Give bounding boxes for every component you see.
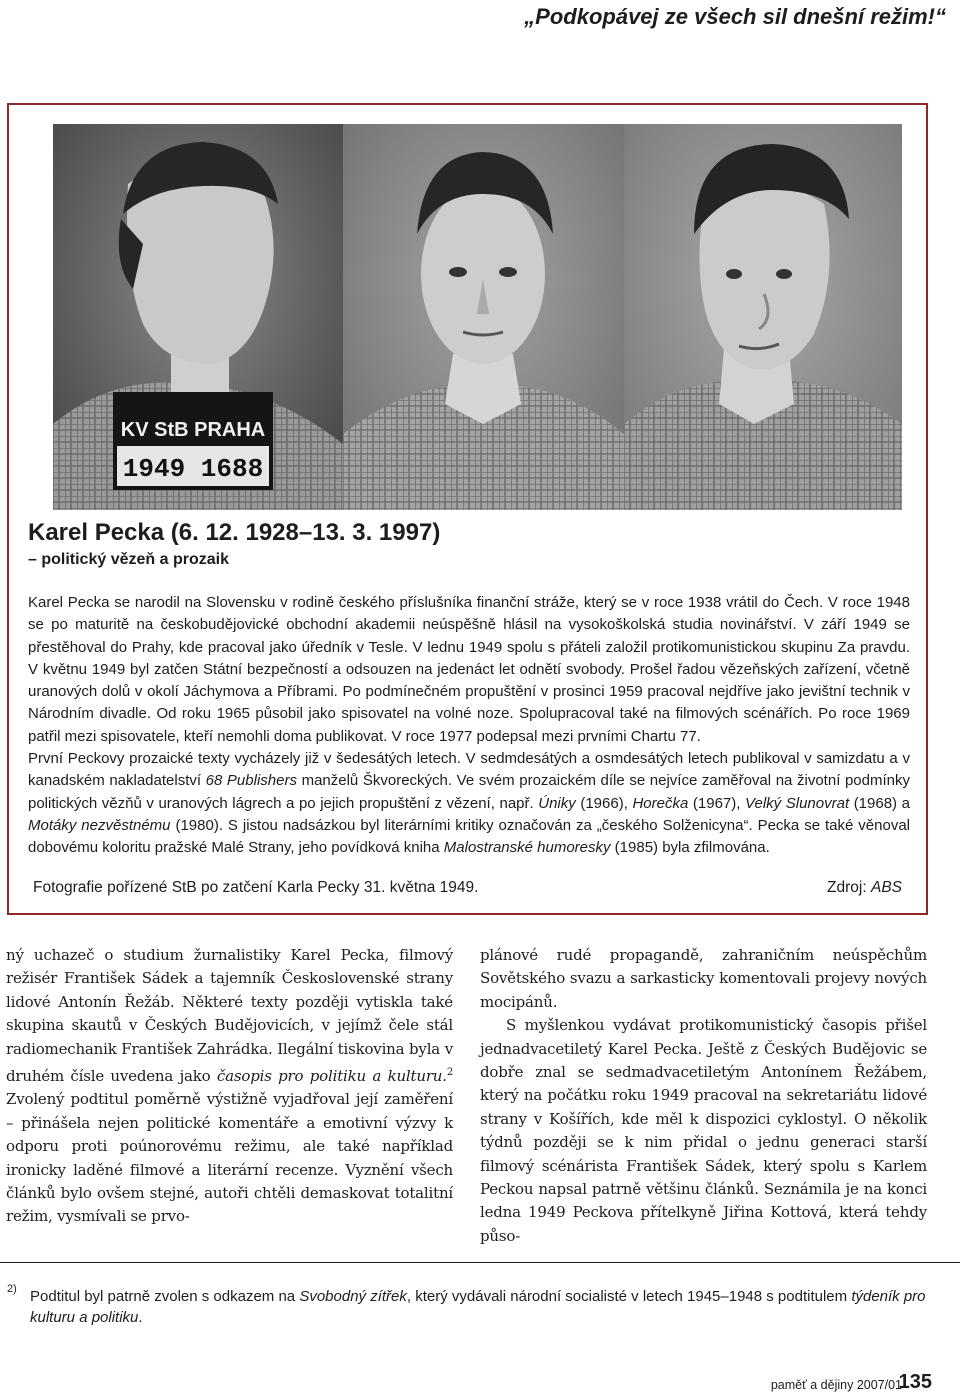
body-column-right bbox=[480, 944, 927, 1248]
mugshot-frontal bbox=[343, 124, 624, 510]
mugshot-profile-left bbox=[53, 124, 343, 510]
body-paragraph: plánové rudé propagandě, zahraničním neúspěchům Sovětského svazu a sarkasticky komentovali projevy nových mocipánů. bbox=[480, 946, 927, 1011]
biography bbox=[28, 592, 910, 860]
bio-paragraph-1: Karel Pecka se narodil na Slovensku v rodině českého příslušníka finanční stráže, který se v roce 1938 vrátil do Čech. V roce 1948 se po maturitě na českobudějovické obchodní akademii neúspěšně hlásil na vysokoškolská studia novinářství. V září 1949 se přestěhoval do Prahy, kde pracoval jako úředník v Tesle. V lednu 1949 spolu s přáteli založil protikomunistickou skupinu Za pravdu. V květnu 1949 byl zatčen Státní bezpečností a odsouzen na jedenáct let odnětí svobody. Prošel řadou vězeňských zařízení, včetně uranových dolů v okolí Jáchymova a Příbrami. Po podmínečném propuštění v prosinci 1959 pracoval nejdříve jako jevištní technik v Národním divadle. Od roku 1965 působil jako spisovatel na volné noze. Spolupracoval také na filmových scénářích. Po roce 1969 patřil mezi spisovatele, kteří nemohli doma publikovat. V roce 1977 podepsal mezi prvními Chartu 77. bbox=[28, 594, 910, 745]
photo-caption: Fotografie pořízené StB po zatčení Karla Pecky 31. května 1949. bbox=[33, 879, 479, 896]
photo-source: Zdroj: ABS bbox=[827, 879, 902, 896]
mugshot-three-quarter bbox=[624, 124, 902, 510]
folio: paměť a dějiny 2007/01 bbox=[770, 1378, 902, 1392]
running-head: „Podkopávej ze všech sil dnešní režim!“ bbox=[524, 4, 946, 29]
bio-paragraph-2: První Peckovy prozaické texty vycházely již v šedesátých letech. V sedmdesátých a osmdesátých letech publikoval v samizdatu a v kanadském nakladatelství 68 Publishers manželů Škvoreckých. Ve svém prozaickém díle se nejvíce zaměřoval na životní podmínky politických vězňů v uranových lágrech a po jejich propuštění z vězení, např. Úniky (1966), Horečka (1967), Velký Slunovrat (1968) a Motáky nezvěstnému (1980). S jistou nadsázkou byl literárními kritiky označován za „českého Solženicyna“. Pecka se také věnoval dobovému koloritu pražské Malé Strany, jeho povídková kniha Malostranské humoresky (1985) byla zfilmována. bbox=[28, 750, 910, 857]
body-paragraph: ný uchazeč o studium žurnalistiky Karel Pecka, filmový režisér František Sádek a tajemník Československé strany lidové Antonín Řežáb. Některé texty později vytiskla také skupina skautů v Českých Budějovicích, v jejímž čele stál radiomechanik František Zahrádka. Ilegální tiskovina byla v druhém čísle uvedena jako časopis pro politiku a kulturu.$^2$ Zvolený podtitul poměrně výstižně vyjadřoval její zaměření – přinášela nejen politické komentáře a emotivní výzvy k odporu proti poúnorovému režimu, ale také například ironicky laděné filmové a literární recenze. Vyznění všech článků bylo ovšem stejné, autoři chtěli demaskovat totalitní režim, vysmívali se prvo- bbox=[6, 946, 453, 1226]
sign-line-1: KV StB PRAHA bbox=[120, 419, 266, 441]
footnote-ref[interactable]: 2 bbox=[446, 1067, 453, 1079]
body-paragraph: S myšlenkou vydávat protikomunistický časopis přišel jednadvacetiletý Karel Pecka. Ještě z Českých Budějovic se dobře znal se sedmadvacetiletým Antonínem Řežábem, který na počátku roku 1949 pracoval na sekretariátu lidové strany v Košířích, kde měl k dispozici cyklostyl. O několik týdnů později se k nim přidal o jednu generaci starší filmový scénárista František Sádek, který spolu s Karlem Peckou napsal patrně většinu článků. Seznámila je na konci ledna 1949 Peckova přítelkyně Jiřina Kottová, která tehdy půso- bbox=[480, 1016, 927, 1245]
page-number: 135 bbox=[898, 1371, 932, 1393]
mugshot-photos bbox=[53, 124, 902, 510]
caption-subtitle: – politický vězeň a prozaik bbox=[28, 551, 229, 568]
body-column-left bbox=[6, 944, 453, 1229]
footnote-rule bbox=[0, 1262, 960, 1263]
caption-title: Karel Pecka (6. 12. 1928–13. 3. 1997) bbox=[28, 519, 441, 546]
sign-line-2: 1949 1688 bbox=[122, 454, 264, 484]
footnote: Podtitul byl patrně zvolen s odkazem na Svobodný zítřek, který vydávali národní socialisté v letech 1945–1948 s podtitulem týdeník pro kulturu a politiku. bbox=[30, 1288, 926, 1326]
footnote-marker: 2) bbox=[7, 1283, 17, 1295]
